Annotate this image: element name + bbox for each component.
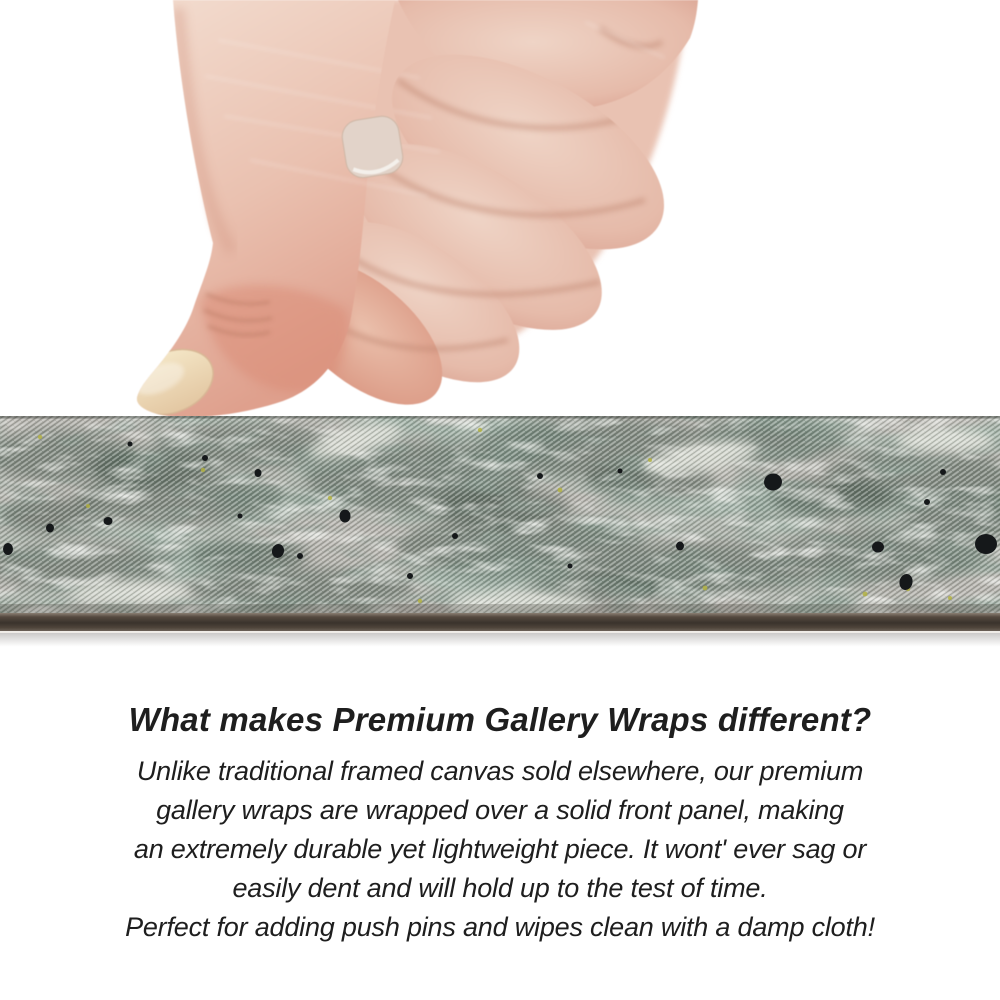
strip-top-fringe bbox=[0, 416, 1000, 419]
canvas-drop-shadow bbox=[0, 633, 1000, 649]
strip-bottom-inner-shadow bbox=[0, 604, 1000, 613]
info-body bbox=[0, 752, 1000, 947]
canvas-strip bbox=[0, 416, 1000, 649]
canvas-texture bbox=[0, 416, 1000, 613]
info-heading: What makes Premium Gallery Wraps different? bbox=[128, 701, 872, 738]
info-line-5: Perfect for adding push pins and wipes clean with a damp cloth! bbox=[125, 912, 875, 942]
info-line-2: gallery wraps are wrapped over a solid front panel, making bbox=[156, 795, 844, 825]
info-line-1: Unlike traditional framed canvas sold elsewhere, our premium bbox=[136, 756, 864, 786]
info-line-4: easily dent and will hold up to the test of time. bbox=[232, 873, 768, 903]
canvas-edge bbox=[0, 613, 1000, 631]
info-line-3: an extremely durable yet lightweight piece. It wont' ever sag or bbox=[133, 834, 867, 864]
hand-photo bbox=[0, 0, 720, 430]
info-section bbox=[0, 700, 1000, 947]
index-nail bbox=[340, 114, 405, 180]
weave-overlay bbox=[0, 416, 1000, 613]
